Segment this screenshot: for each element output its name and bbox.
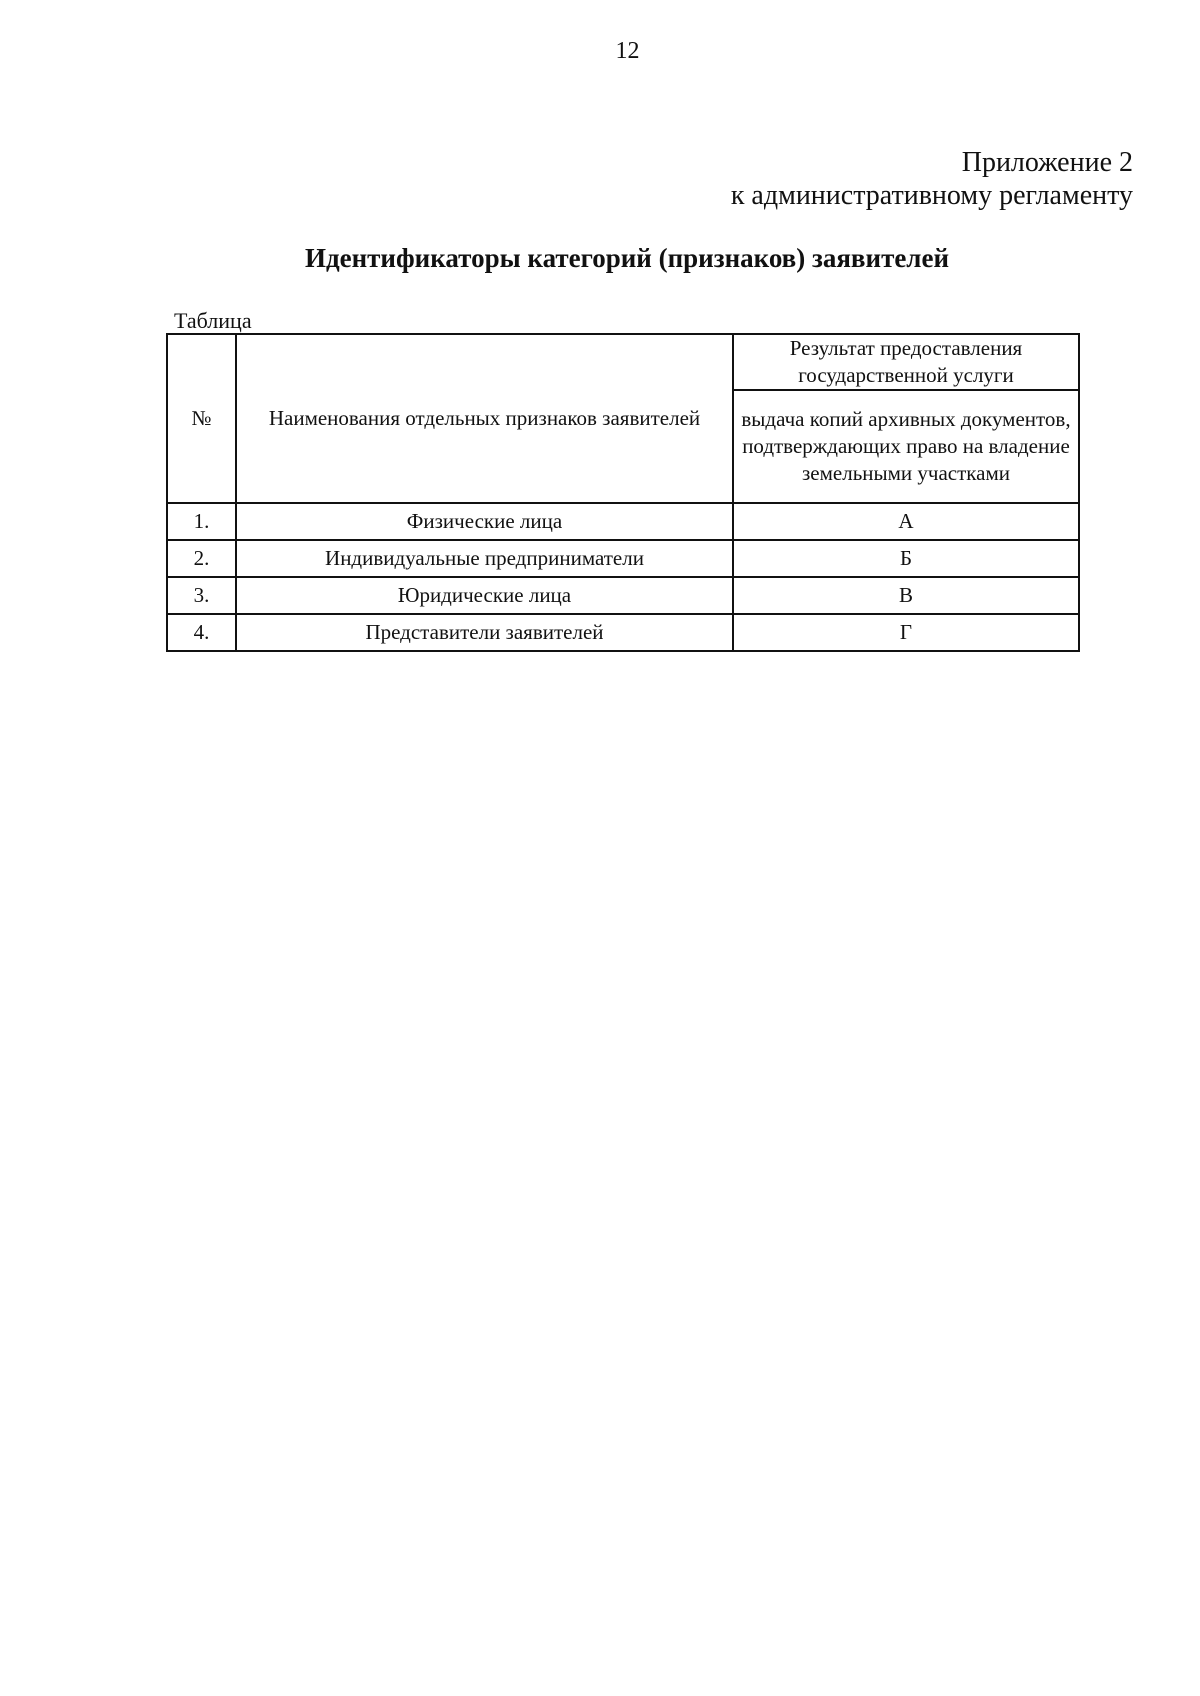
table-row — [167, 614, 1079, 651]
applicant-categories-table — [166, 333, 1080, 652]
appendix-line-2: к административному регламенту — [730, 180, 1133, 211]
row-category-name: Индивидуальные предприниматели — [236, 540, 733, 577]
row-identifier: В — [733, 577, 1079, 614]
document-title: Идентификаторы категорий (признаков) заявителей — [304, 243, 950, 273]
appendix-line-1: Приложение 2 — [961, 147, 1133, 178]
header-name: Наименования отдельных признаков заявителей — [236, 334, 733, 503]
header-number: № — [167, 334, 236, 503]
table-header-row — [167, 334, 1079, 390]
table-caption: Таблица — [174, 308, 252, 333]
header-result-subtitle: выдача копий архивных документов, подтверждающих право на владение земельными участками — [733, 390, 1079, 503]
row-number: 1. — [167, 503, 236, 540]
row-identifier: Б — [733, 540, 1079, 577]
row-number: 4. — [167, 614, 236, 651]
row-identifier: А — [733, 503, 1079, 540]
row-category-name: Физические лица — [236, 503, 733, 540]
row-category-name: Юридические лица — [236, 577, 733, 614]
row-number: 2. — [167, 540, 236, 577]
header-result: Результат предоставления государственной услуги — [733, 334, 1079, 390]
page-number: 12 — [615, 38, 640, 64]
row-category-name: Представители заявителей — [236, 614, 733, 651]
table-row — [167, 540, 1079, 577]
row-number: 3. — [167, 577, 236, 614]
row-identifier: Г — [733, 614, 1079, 651]
table-row — [167, 503, 1079, 540]
table-row — [167, 577, 1079, 614]
appendix-reference — [731, 146, 1133, 212]
